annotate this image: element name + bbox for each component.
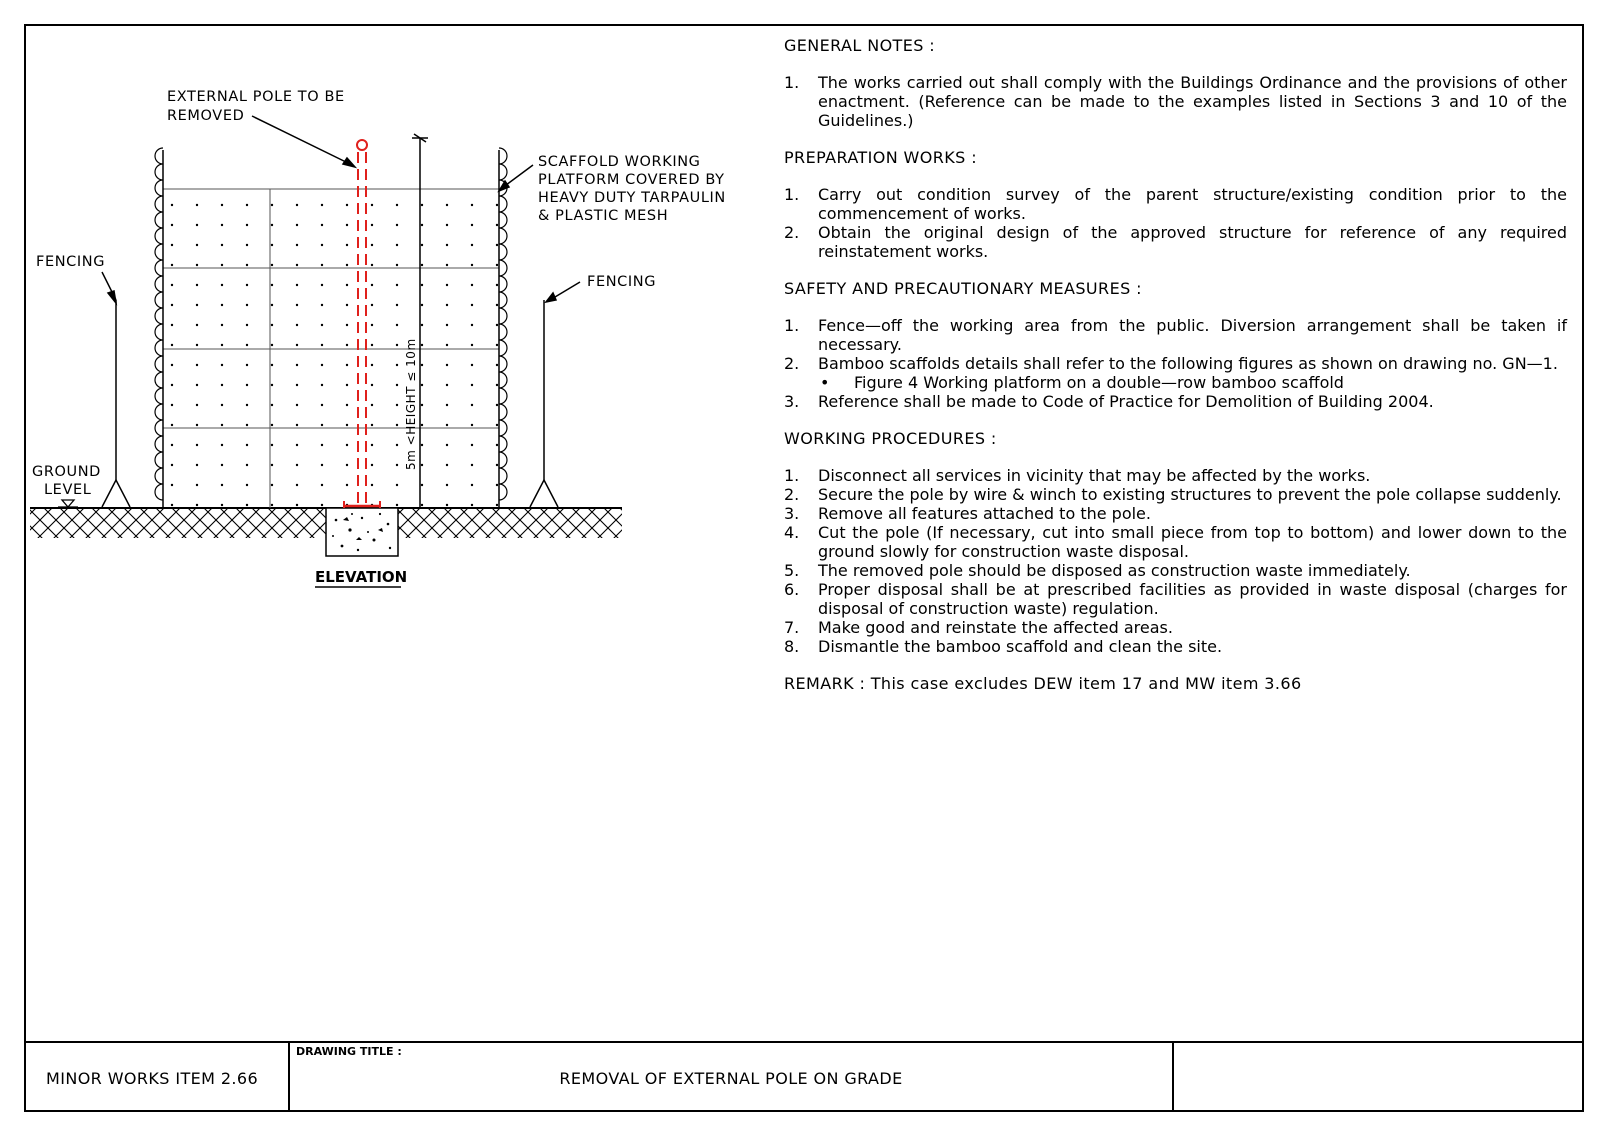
elevation-title: ELEVATION: [315, 568, 408, 586]
remark-text: REMARK : This case excludes DEW item 17 and MW item 3.66: [784, 674, 1302, 693]
working-procedures-list: [784, 466, 1567, 656]
item-number: 5.: [784, 561, 800, 580]
external-pole-label-line2: REMOVED: [167, 108, 245, 124]
item-number: 2.: [784, 354, 800, 373]
scaffold-label-line3: HEAVY DUTY TARPAULIN: [538, 190, 726, 206]
item-number: 7.: [784, 618, 800, 637]
item-text: Proper disposal shall be at prescribed facilities as provided in waste disposal (charges for disposal of construction waste) regulation.: [818, 580, 1567, 618]
item-text: Reference shall be made to Code of Practice for Demolition of Building 2004.: [818, 392, 1434, 411]
safety-measures-heading: SAFETY AND PRECAUTIONARY MEASURES :: [784, 279, 1142, 298]
list-item: [784, 392, 1567, 411]
preparation-works-list: [784, 185, 1567, 261]
title-block-empty-cell: [1174, 1043, 1582, 1112]
bullet-item: [784, 373, 1567, 392]
scaffold-label-line1: SCAFFOLD WORKING: [538, 154, 701, 170]
bullet-text: Figure 4 Working platform on a double—row bamboo scaffold: [854, 373, 1344, 392]
safety-measures-list: [784, 316, 1567, 411]
item-text: Carry out condition survey of the parent structure/existing condition prior to the commencement of works.: [818, 185, 1567, 223]
scaffold-platform: [163, 150, 499, 508]
list-item: [784, 485, 1567, 504]
item-number: 1.: [784, 73, 800, 92]
item-number: 2.: [784, 223, 800, 242]
general-notes-list: [784, 73, 1567, 130]
item-number: 1.: [784, 466, 800, 485]
working-procedures-heading: WORKING PROCEDURES :: [784, 429, 997, 448]
item-number: 4.: [784, 523, 800, 542]
item-text: The removed pole should be disposed as construction waste immediately.: [818, 561, 1411, 580]
item-text: Dismantle the bamboo scaffold and clean the site.: [818, 637, 1223, 656]
drawing-title: REMOVAL OF EXTERNAL POLE ON GRADE: [559, 1069, 903, 1088]
item-number: 6.: [784, 580, 800, 599]
minor-works-item: MINOR WORKS ITEM 2.66: [46, 1069, 259, 1088]
concrete-footing: [326, 508, 398, 556]
item-text: Secure the pole by wire & winch to existing structures to prevent the pole collapse suddenly.: [818, 485, 1562, 504]
list-item: [784, 223, 1567, 261]
item-text: Disconnect all services in vicinity that may be affected by the works.: [818, 466, 1371, 485]
list-item: [784, 316, 1567, 354]
title-block: [24, 1041, 1584, 1112]
item-number: 1.: [784, 185, 800, 204]
item-number: 1.: [784, 316, 800, 335]
drawing-title-label: DRAWING TITLE :: [296, 1045, 402, 1058]
item-text: Make good and reinstate the affected areas.: [818, 618, 1173, 637]
scaffold-label-line4: & PLASTIC MESH: [538, 208, 669, 224]
list-item: [784, 637, 1567, 656]
item-number: 3.: [784, 504, 800, 523]
preparation-works-heading: PREPARATION WORKS :: [784, 148, 978, 167]
tarpaulin-edge-left: [155, 148, 163, 500]
external-pole-label-line1: EXTERNAL POLE TO BE: [167, 89, 345, 105]
list-item: [784, 523, 1567, 561]
item-text: Fence—off the working area from the public. Diversion arrangement shall be taken if necessary.: [818, 316, 1567, 354]
item-text: Bamboo scaffolds details shall refer to the following figures as shown on drawing no. GN—1.: [818, 354, 1558, 373]
list-item: [784, 466, 1567, 485]
list-item: [784, 185, 1567, 223]
fence-right: [530, 300, 558, 507]
item-text: Obtain the original design of the approved structure for reference of any required reinstatement works.: [818, 223, 1567, 261]
ground-level-label-line1: GROUND: [32, 464, 101, 480]
scaffold-label-line2: PLATFORM COVERED BY: [538, 172, 725, 188]
title-block-title-cell: [290, 1043, 1174, 1112]
item-number: 2.: [784, 485, 800, 504]
item-text: Remove all features attached to the pole.: [818, 504, 1151, 523]
notes-panel: [784, 36, 1567, 693]
general-notes-heading: GENERAL NOTES :: [784, 36, 936, 55]
item-number: 8.: [784, 637, 800, 656]
list-item: [784, 73, 1567, 130]
ground-level-marker: [58, 500, 78, 507]
elevation-drawing: [0, 0, 760, 600]
item-text: The works carried out shall comply with the Buildings Ordinance and the provisions of other enactment. (Reference can be made to the examples listed in Sections 3 and 10 of the Guidelines.): [818, 73, 1567, 130]
fencing-label-right: FENCING: [587, 274, 657, 290]
bullet-mark: •: [820, 373, 830, 392]
item-text: Cut the pole (If necessary, cut into small piece from top to bottom) and lower down to the ground slowly for construction waste disposal.: [818, 523, 1567, 561]
item-number: 3.: [784, 392, 800, 411]
list-item: [784, 618, 1567, 637]
list-item: [784, 561, 1567, 580]
fencing-label-left: FENCING: [36, 254, 106, 270]
fence-left: [102, 300, 130, 507]
list-item: [784, 504, 1567, 523]
ground-level-label-line2: LEVEL: [44, 482, 92, 498]
list-item: [784, 354, 1567, 373]
title-block-item-cell: [24, 1043, 290, 1112]
list-item: [784, 580, 1567, 618]
tarpaulin-edge-right: [499, 148, 507, 500]
height-dimension-label: 5m <HEIGHT ≤ 10m: [404, 338, 418, 470]
